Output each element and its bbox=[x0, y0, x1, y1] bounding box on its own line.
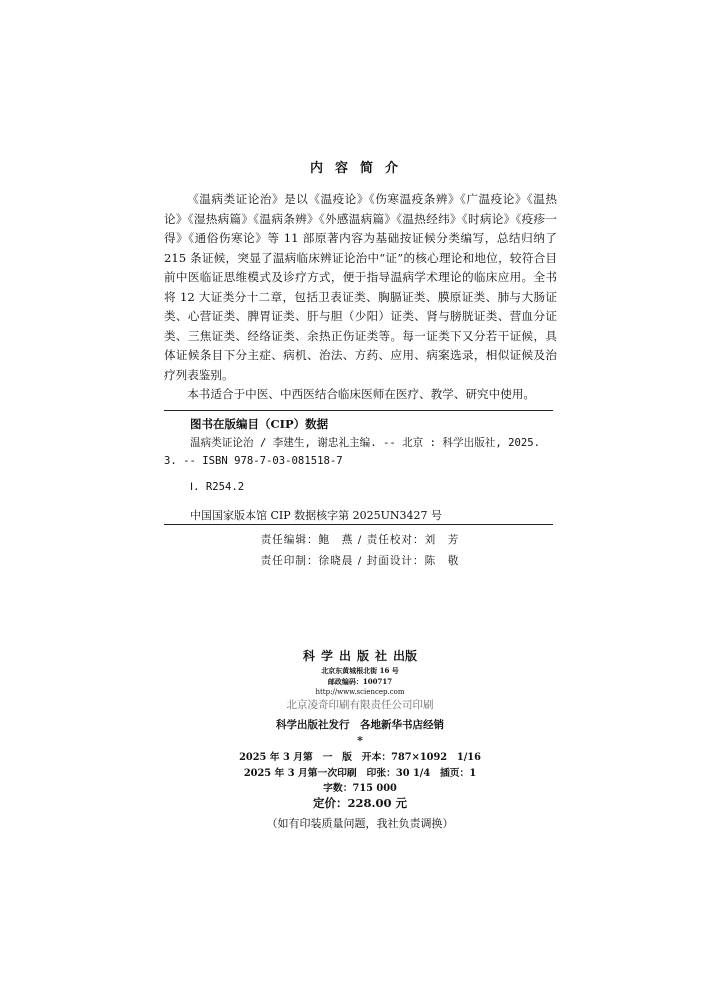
quality-notice: （如有印装质量问题，我社负责调换） bbox=[266, 817, 454, 830]
summary-paragraph: 《温病类证论治》是以《温疫论》《伤寒温疫条辨》《广温疫论》《温热论》《湿热病篇》《温病条辨》《外感温病篇》《温热经纬》《时病论》《疫疹一得》《通俗伤寒论》等 11 部原著内容为基础按证候分类编写，总结归纳了 215 条证候，突显了温病临床辨证论治中“证”的核心理论和地位，较符合目前中医临证思维模式及诊疗方式，便于指导温病学术理论的临床应用。全书将 12 大证类分十二章，包括卫表证类、胸膈证类、膜原证类、肺与大肠证类、心营证类、脾胃证类、肝与胆（少阳）证类、肾与膀胱证类、营血分证类、三焦证类、经络证类、余热正伤证类等。每一证类下又分若干证候，具体证候条目下分主症、病机、治法、方药、应用、病案选录，相似证候及治疗列表鉴别。 bbox=[164, 192, 557, 382]
distribution: 科学出版社发行 各地新华书店经销 bbox=[276, 719, 444, 731]
cip-approval: 中国国家版本馆 CIP 数据核字第 2025UN3427 号 bbox=[190, 509, 443, 522]
cip-heading: 图书在版编目（CIP）数据 bbox=[190, 417, 329, 431]
summary-text bbox=[164, 190, 557, 405]
staff-line-editors: 责任编辑：鲍 燕 / 责任校对：刘 芳 bbox=[260, 534, 460, 546]
publisher-suffix: 出版 bbox=[393, 649, 418, 663]
printer: 北京凌奇印刷有限责任公司印刷 bbox=[286, 699, 434, 711]
publisher-name bbox=[0, 647, 720, 664]
staff-line-production: 责任印制：徐晓晨 / 封面设计：陈 敬 bbox=[260, 555, 460, 567]
edition-line: 2025 年 3 月第 一 版 开本：787×1092 1/16 bbox=[239, 752, 481, 763]
cip-classification: Ⅰ. R254.2 bbox=[190, 481, 245, 493]
publisher-address: 北京东黄城根北街 16 号 bbox=[321, 666, 399, 675]
separator-star: * bbox=[357, 734, 363, 747]
cip-bottom-rule bbox=[164, 524, 553, 525]
publisher-postcode: 邮政编码：100717 bbox=[327, 677, 393, 686]
summary-paragraph: 本书适合于中医、中西医结合临床医师在医疗、教学、研究中使用。 bbox=[187, 387, 536, 401]
publisher-name-text: 科学出版社 bbox=[302, 649, 393, 663]
printing-line: 2025 年 3 月第一次印刷 印张：30 1/4 插页：1 bbox=[243, 768, 477, 779]
price: 定价：228.00 元 bbox=[312, 796, 407, 810]
summary-title: 内容简介 bbox=[309, 161, 410, 176]
cip-entry: 温病类证论治 / 李建生, 谢忠礼主编. -- 北京 : 科学出版社, 2025. 3. -- ISBN 978-7-03-081518-7 bbox=[164, 437, 541, 467]
publisher-website: http://www.sciencep.com bbox=[315, 688, 405, 696]
word-count: 字数：715 000 bbox=[323, 783, 397, 794]
cip-top-rule bbox=[164, 410, 553, 411]
